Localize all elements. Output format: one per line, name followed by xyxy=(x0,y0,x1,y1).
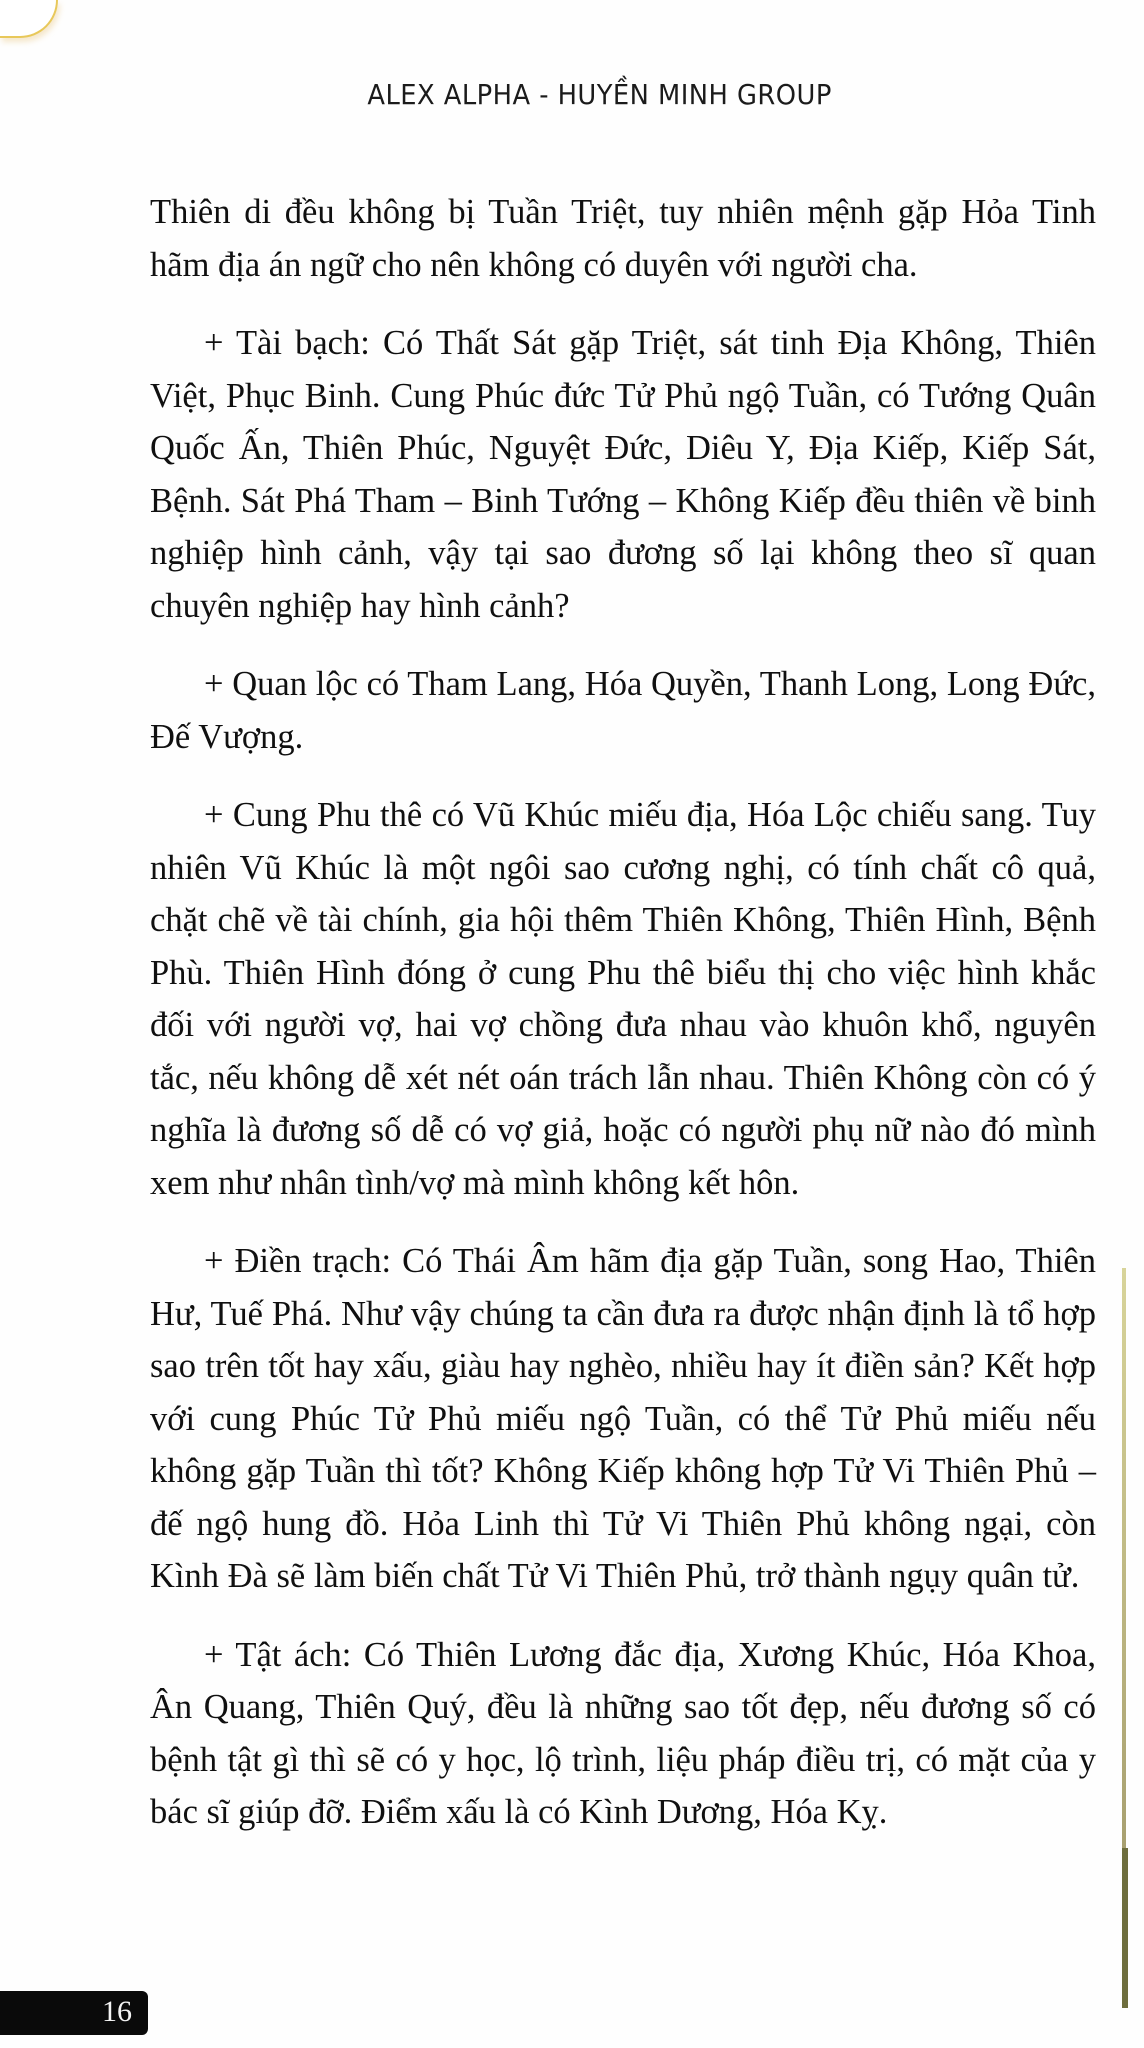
paragraph-quan-loc: + Quan lộc có Tham Lang, Hóa Quyền, Thanh Long, Long Đức, Đế Vượng. xyxy=(150,665,1096,756)
paragraph-tat-ach: + Tật ách: Có Thiên Lương đắc địa, Xương Khúc, Hóa Khoa, Ân Quang, Thiên Quý, đều là những sao tốt đẹp, nếu đương số có bệnh tật gì thì sẽ có y học, lộ trình, liệu pháp điều trị, có mặt của y bác sĩ giúp đỡ. Điểm xấu là có Kình Dương, Hóa Kỵ. xyxy=(150,1635,1096,1831)
paragraph-tai-bach: + Tài bạch: Có Thất Sát gặp Triệt, sát tinh Địa Không, Thiên Việt, Phục Binh. Cung Phúc đức Tử Phủ ngộ Tuần, có Tướng Quân Quốc Ấn, Thiên Phúc, Nguyệt Đức, Diêu Y, Địa Kiếp, Kiếp Sát, Bệnh. Sát Phá Tham – Binh Tướng – Không Kiếp đều thiên về binh nghiệp hình cảnh, vậy tại sao đương số lại không theo sĩ quan chuyên nghiệp hay hình cảnh? xyxy=(150,324,1096,625)
paragraph-dien-trach: + Điền trạch: Có Thái Âm hãm địa gặp Tuần, song Hao, Thiên Hư, Tuế Phá. Như vậy chúng ta cần đưa ra được nhận định là tổ hợp sao trên tốt hay xấu, giàu hay nghèo, nhiều hay ít điền sản? Kết hợp với cung Phúc Tử Phủ miếu ngộ Tuần, có thể Tử Phủ miếu nếu không gặp Tuần thì tốt? Không Kiếp không hợp Tử Vi Thiên Phủ – đế ngộ hung đồ. Hỏa Linh thì Tử Vi Thiên Phủ không ngại, còn Kình Đà sẽ làm biến chất Tử Vi Thiên Phủ, trở thành ngụy quân tử. xyxy=(150,1242,1096,1595)
page-body xyxy=(150,186,1096,1865)
page-edge-line xyxy=(1122,1268,1126,1848)
page-edge-block xyxy=(1122,1848,1128,2008)
paragraph-continuation: Thiên di đều không bị Tuần Triệt, tuy nhiên mệnh gặp Hỏa Tinh hãm địa án ngữ cho nên không có duyên với người cha. xyxy=(150,193,1096,284)
running-header: ALEX ALPHA - HUYỀN MINH GROUP xyxy=(367,78,832,111)
page-number: 16 xyxy=(102,1995,132,2028)
paragraph-phu-the: + Cung Phu thê có Vũ Khúc miếu địa, Hóa Lộc chiếu sang. Tuy nhiên Vũ Khúc là một ngôi sao cương nghị, có tính chất cô quả, chặt chẽ về tài chính, gia hội thêm Thiên Không, Thiên Hình, Bệnh Phù. Thiên Hình đóng ở cung Phu thê biểu thị cho việc hình khắc đối với người vợ, hai vợ chồng đưa nhau vào khuôn khổ, nguyên tắc, nếu không dễ xét nét oán trách lẫn nhau. Thiên Không còn có ý nghĩa là đương số dễ có vợ giả, hoặc có người phụ nữ nào đó mình xem như nhân tình/vợ mà mình không kết hôn. xyxy=(150,796,1096,1202)
folded-page-corner xyxy=(0,0,58,38)
page-number-tab xyxy=(0,1991,148,2035)
